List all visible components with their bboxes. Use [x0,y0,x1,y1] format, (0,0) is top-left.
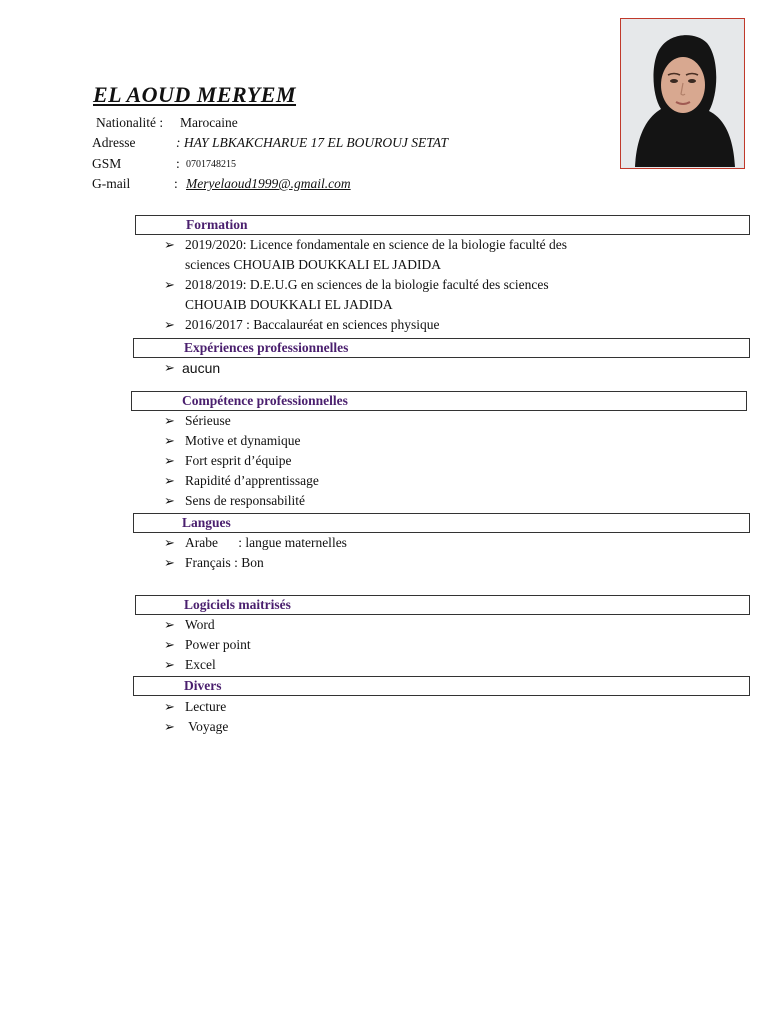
bullet-icon: ➢ [164,277,175,292]
section-title-formation: Formation [186,217,248,232]
address-label: Adresse [92,135,136,150]
section-langues [133,513,750,533]
section-title-experiences: Expériences professionnelles [184,340,349,355]
bullet-icon: ➢ [164,719,175,734]
bullet-icon: ➢ [164,413,175,428]
divers-item: Lecture [185,699,227,714]
bullet-icon: ➢ [164,699,175,714]
competence-item: Fort esprit d’équipe [185,453,292,468]
bullet-icon: ➢ [164,493,175,508]
gsm-value: 0701748215 [186,159,236,170]
bullet-icon: ➢ [164,657,175,672]
logiciel-item: Power point [185,637,251,652]
section-title-logiciels: Logiciels maitrisés [184,597,291,612]
gmail-row [92,176,412,194]
section-competence [131,391,747,411]
langue-item: Arabe : langue maternelles [185,535,347,550]
bullet-icon: ➢ [164,317,175,332]
address-value: : HAY LBKAKCHARUE 17 EL BOUROUJ SETAT [176,135,449,150]
section-title-competence: Compétence professionnelles [182,393,348,408]
profile-photo [620,18,745,169]
competence-item: Sens de responsabilité [185,493,305,508]
bullet-icon: ➢ [164,360,175,375]
nationality-label: Nationalité : [96,115,164,130]
competence-item: Rapidité d’apprentissage [185,473,319,488]
competence-item: Motive et dynamique [185,433,301,448]
gmail-link[interactable]: Meryelaoud1999@.gmail.com [186,176,351,191]
section-logiciels [135,595,750,615]
portrait-image [621,19,743,167]
address-row [92,135,512,153]
logiciel-item: Word [185,617,215,632]
formation-item-continued: sciences CHOUAIB DOUKKALI EL JADIDA [185,257,441,272]
candidate-name: EL AOUD MERYEM [93,82,297,107]
bullet-icon: ➢ [164,637,175,652]
bullet-icon: ➢ [164,617,175,632]
formation-item: 2016/2017 : Baccalauréat en sciences physique [185,317,440,332]
gsm-label: GSM [92,156,122,171]
bullet-icon: ➢ [164,433,175,448]
logiciel-item: Excel [185,657,216,672]
bullet-icon: ➢ [164,473,175,488]
bullet-icon: ➢ [164,535,175,550]
competence-item: Sérieuse [185,413,231,428]
formation-item: 2018/2019: D.E.U.G en sciences de la biologie faculté des sciences [185,277,549,292]
section-title-divers: Divers [184,678,222,693]
gsm-separator: : [176,156,180,171]
gsm-row [92,156,392,174]
nationality-value: Marocaine [180,115,238,130]
experience-item: aucun [182,360,221,376]
bullet-icon: ➢ [164,237,175,252]
nationality-row [96,115,396,133]
section-experiences [133,338,750,358]
formation-item-continued: CHOUAIB DOUKKALI EL JADIDA [185,297,393,312]
formation-item: 2019/2020: Licence fondamentale en science de la biologie faculté des [185,237,567,252]
section-formation [135,215,750,235]
gmail-separator: : [174,176,178,191]
bullet-icon: ➢ [164,453,175,468]
langue-item: Français : Bon [185,555,264,570]
gmail-label: G-mail [92,176,131,191]
section-divers [133,676,750,696]
divers-item: Voyage [185,719,229,734]
section-title-langues: Langues [182,515,231,530]
bullet-icon: ➢ [164,555,175,570]
